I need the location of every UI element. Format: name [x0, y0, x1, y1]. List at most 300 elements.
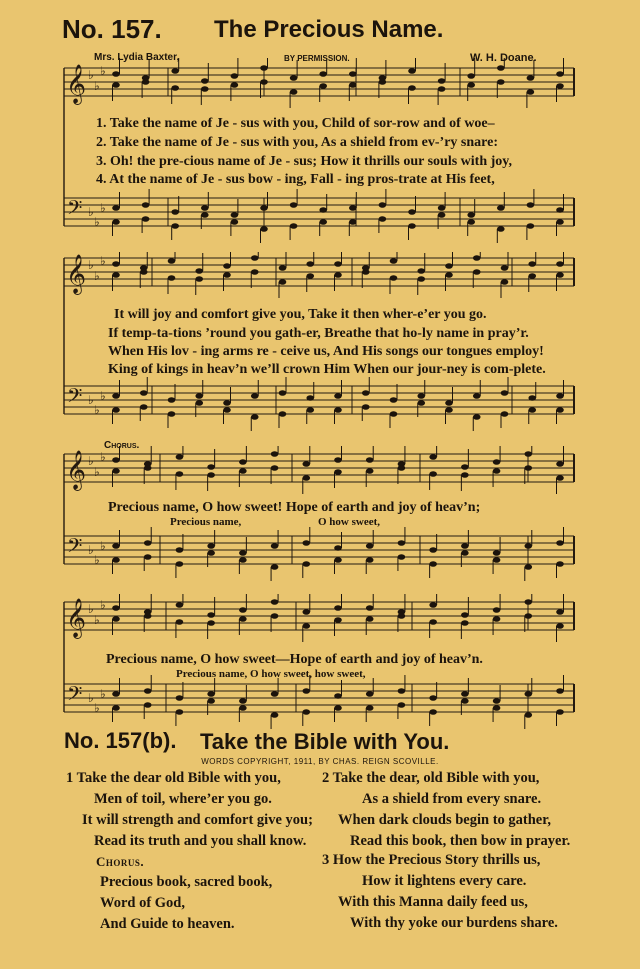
note-head: [556, 540, 564, 546]
note-head: [251, 393, 259, 399]
note-head: [366, 557, 374, 563]
note-head: [176, 709, 184, 715]
note-head: [528, 395, 536, 401]
note-head: [171, 68, 179, 74]
note-head: [260, 65, 268, 71]
note-head: [501, 411, 509, 417]
composer-credit: W. H. Doane.: [470, 52, 537, 64]
note-head: [334, 393, 342, 399]
note-head: [207, 543, 215, 549]
verse-4-line-2: King of kings in heav’n we’ll crown Him When our jour-ney is com-plete.: [108, 362, 546, 377]
note-head: [556, 393, 564, 399]
note-head: [493, 459, 501, 465]
note-head: [527, 75, 535, 81]
verse-line: With this Manna daily feed us,: [338, 894, 528, 910]
note-head: [366, 468, 374, 474]
treble-clef-icon: 𝄞: [66, 450, 87, 490]
note-head: [473, 269, 481, 275]
verse-line: Read this book, then bow in prayer.: [350, 833, 571, 849]
note-head: [408, 85, 416, 91]
note-head: [319, 219, 327, 225]
note-head: [528, 273, 536, 279]
note-head: [527, 223, 535, 229]
note-head: [207, 691, 215, 697]
note-head: [223, 272, 231, 278]
note-head: [493, 705, 501, 711]
note-head: [429, 619, 437, 625]
note-head: [527, 89, 535, 95]
note-head: [239, 557, 247, 563]
chorus-line-1: Precious name, O how sweet! Hope of earth and joy of heav’n;: [108, 500, 481, 515]
note-head: [438, 205, 446, 211]
note-head: [112, 543, 120, 549]
note-head: [398, 465, 406, 471]
copyright-note: WORDS COPYRIGHT, 1911, BY CHAS. REIGN SCOVILLE.: [201, 757, 439, 766]
flat-icon: ♭: [94, 613, 100, 627]
note-head: [362, 404, 370, 410]
verse-line: Men of toil, where’er you go.: [94, 791, 272, 807]
note-head: [176, 561, 184, 567]
note-head: [207, 464, 215, 470]
note-head: [112, 219, 120, 225]
flat-icon: ♭: [88, 454, 94, 468]
note-head: [271, 451, 279, 457]
verse-3-line-2: When His lov - ing arms re - ceive us, And His songs our tongues employ!: [108, 344, 544, 359]
note-head: [176, 602, 184, 608]
flat-icon: ♭: [94, 701, 100, 715]
note-head: [366, 691, 374, 697]
note-head: [417, 400, 425, 406]
note-head: [366, 605, 374, 611]
chorus-line: Word of God,: [100, 895, 185, 911]
note-head: [334, 693, 342, 699]
note-head: [176, 619, 184, 625]
note-head: [201, 212, 209, 218]
note-head: [239, 607, 247, 613]
note-head: [398, 540, 406, 546]
note-head: [271, 691, 279, 697]
flat-icon: ♭: [100, 598, 106, 612]
note-head: [524, 451, 532, 457]
verse-2-line-2: If temp-ta-tions ’round you gath-er, Breathe that ho-ly name in pray’r.: [108, 326, 529, 341]
note-head: [429, 547, 437, 553]
note-head: [379, 216, 387, 222]
note-head: [302, 475, 310, 481]
note-head: [195, 400, 203, 406]
note-head: [112, 468, 120, 474]
bass-clef-icon: 𝄢: [67, 384, 83, 412]
note-head: [524, 613, 532, 619]
note-head: [207, 698, 215, 704]
note-head: [319, 71, 327, 77]
note-head: [260, 226, 268, 232]
note-head: [319, 83, 327, 89]
note-head: [556, 609, 564, 615]
permission-note: BY PERMISSION.: [284, 54, 350, 63]
note-head: [112, 393, 120, 399]
note-head: [302, 709, 310, 715]
note-head: [302, 540, 310, 546]
note-head: [251, 269, 259, 275]
note-head: [501, 279, 509, 285]
note-head: [334, 272, 342, 278]
note-head: [144, 702, 152, 708]
note-head: [467, 73, 475, 79]
note-head: [473, 255, 481, 261]
note-head: [334, 407, 342, 413]
flat-icon: ♭: [94, 553, 100, 567]
chorus-line: Precious book, sacred book,: [100, 874, 273, 890]
bass-clef-icon: 𝄢: [67, 534, 83, 562]
note-head: [223, 400, 231, 406]
note-head: [473, 393, 481, 399]
note-head: [176, 471, 184, 477]
verse-line: When dark clouds begin to gather,: [338, 812, 551, 828]
note-head: [524, 599, 532, 605]
note-head: [527, 202, 535, 208]
treble-clef-icon: 𝄞: [66, 64, 87, 104]
note-head: [524, 712, 532, 718]
note-head: [556, 261, 564, 267]
bass-clef-icon: 𝄢: [67, 196, 83, 224]
note-head: [144, 688, 152, 694]
flat-icon: ♭: [100, 687, 106, 701]
note-head: [231, 219, 239, 225]
chorus-line-2: Precious name, O how sweet—Hope of earth and joy of heav’n.: [106, 652, 483, 667]
note-head: [319, 207, 327, 213]
note-head: [306, 407, 314, 413]
note-head: [334, 705, 342, 711]
note-head: [112, 407, 120, 413]
note-head: [207, 550, 215, 556]
note-head: [142, 79, 150, 85]
chorus-label: Chorus.: [104, 440, 140, 451]
flat-icon: ♭: [88, 691, 94, 705]
note-head: [497, 226, 505, 232]
note-head: [445, 263, 453, 269]
note-head: [195, 268, 203, 274]
note-head: [467, 82, 475, 88]
note-head: [493, 607, 501, 613]
flat-icon: ♭: [88, 258, 94, 272]
note-head: [408, 223, 416, 229]
note-head: [168, 411, 176, 417]
flat-icon: ♭: [94, 269, 100, 283]
chorus-bass-1b: O how sweet,: [318, 516, 381, 528]
note-head: [223, 263, 231, 269]
note-head: [429, 602, 437, 608]
note-head: [379, 202, 387, 208]
note-head: [142, 216, 150, 222]
note-head: [524, 465, 532, 471]
note-head: [251, 255, 259, 261]
note-head: [473, 414, 481, 420]
note-head: [417, 268, 425, 274]
note-head: [239, 698, 247, 704]
note-head: [349, 205, 357, 211]
note-head: [207, 472, 215, 478]
note-head: [231, 73, 239, 79]
note-head: [556, 709, 564, 715]
note-head: [398, 702, 406, 708]
hymn-title: The Precious Name.: [214, 16, 444, 43]
note-head: [176, 547, 184, 553]
note-head: [467, 212, 475, 218]
note-head: [279, 279, 287, 285]
flat-icon: ♭: [88, 68, 94, 82]
note-head: [379, 79, 387, 85]
note-head: [290, 89, 298, 95]
note-head: [201, 78, 209, 84]
note-head: [524, 691, 532, 697]
note-head: [223, 407, 231, 413]
note-head: [362, 269, 370, 275]
note-head: [112, 616, 120, 622]
note-head: [231, 82, 239, 88]
note-head: [171, 209, 179, 215]
note-head: [271, 564, 279, 570]
verse-1-line-2: It will joy and comfort give you, Take it then wher-e’er you go.: [114, 307, 487, 322]
treble-clef-icon: 𝄞: [66, 254, 87, 294]
note-head: [271, 543, 279, 549]
note-head: [461, 472, 469, 478]
note-head: [390, 411, 398, 417]
note-head: [271, 465, 279, 471]
note-head: [176, 695, 184, 701]
note-head: [429, 561, 437, 567]
note-head: [501, 390, 509, 396]
note-head: [168, 397, 176, 403]
treble-staff: [64, 602, 574, 630]
note-head: [112, 605, 120, 611]
note-head: [140, 404, 148, 410]
note-head: [260, 205, 268, 211]
note-head: [112, 82, 120, 88]
flat-icon: ♭: [94, 465, 100, 479]
chorus-line: And Guide to heaven.: [100, 916, 235, 932]
flat-icon: ♭: [100, 201, 106, 215]
note-head: [306, 273, 314, 279]
note-head: [398, 613, 406, 619]
note-head: [144, 540, 152, 546]
note-head: [417, 393, 425, 399]
note-head: [201, 86, 209, 92]
verse-line: It will strength and comfort give you;: [82, 812, 313, 828]
note-head: [112, 261, 120, 267]
note-head: [501, 265, 509, 271]
note-head: [239, 616, 247, 622]
note-head: [140, 390, 148, 396]
note-head: [362, 390, 370, 396]
note-head: [112, 691, 120, 697]
note-head: [302, 561, 310, 567]
note-head: [302, 623, 310, 629]
note-head: [398, 688, 406, 694]
poem-chorus: [100, 872, 272, 935]
note-head: [112, 457, 120, 463]
note-head: [390, 275, 398, 281]
note-head: [528, 261, 536, 267]
note-head: [176, 454, 184, 460]
note-head: [438, 86, 446, 92]
note-head: [429, 471, 437, 477]
note-head: [556, 219, 564, 225]
note-head: [334, 545, 342, 551]
note-head: [302, 688, 310, 694]
note-head: [461, 550, 469, 556]
note-head: [493, 550, 501, 556]
note-head: [556, 71, 564, 77]
note-head: [461, 620, 469, 626]
note-head: [556, 461, 564, 467]
note-head: [334, 605, 342, 611]
note-head: [408, 209, 416, 215]
note-head: [461, 612, 469, 618]
note-head: [260, 79, 268, 85]
flat-icon: ♭: [100, 254, 106, 268]
flat-icon: ♭: [100, 450, 106, 464]
note-head: [528, 407, 536, 413]
flat-icon: ♭: [88, 205, 94, 219]
note-head: [349, 71, 357, 77]
chorus-bass-1a: Precious name,: [170, 516, 242, 528]
note-head: [144, 554, 152, 560]
chorus-bass-2: Precious name, O how sweet, how sweet,: [176, 668, 366, 680]
note-head: [112, 705, 120, 711]
note-head: [556, 561, 564, 567]
note-head: [290, 223, 298, 229]
note-head: [493, 616, 501, 622]
treble-clef-icon: 𝄞: [66, 598, 87, 638]
note-head: [429, 709, 437, 715]
note-head: [201, 205, 209, 211]
note-head: [334, 261, 342, 267]
note-head: [556, 272, 564, 278]
note-head: [195, 393, 203, 399]
note-head: [334, 457, 342, 463]
note-head: [279, 265, 287, 271]
poem-verse-1: [66, 768, 313, 852]
verse-line: As a shield from every snare.: [362, 791, 542, 807]
note-head: [445, 400, 453, 406]
note-head: [207, 620, 215, 626]
note-head: [334, 469, 342, 475]
note-head: [279, 411, 287, 417]
note-head: [461, 464, 469, 470]
note-head: [398, 554, 406, 560]
note-head: [556, 207, 564, 213]
note-head: [140, 269, 148, 275]
note-head: [497, 79, 505, 85]
flat-icon: ♭: [100, 389, 106, 403]
note-head: [195, 276, 203, 282]
note-head: [556, 623, 564, 629]
note-head: [366, 616, 374, 622]
note-head: [112, 71, 120, 77]
note-head: [445, 272, 453, 278]
note-head: [168, 258, 176, 264]
verse-2-line-1: 2. Take the name of Je - sus with you, As a shield from ev-’ry snare:: [96, 135, 498, 150]
note-head: [366, 457, 374, 463]
flat-icon: ♭: [100, 64, 106, 78]
note-head: [461, 691, 469, 697]
note-head: [445, 407, 453, 413]
flat-icon: ♭: [94, 403, 100, 417]
verse-line: 3 How the Precious Story thrills us,: [322, 852, 541, 868]
flat-icon: ♭: [88, 543, 94, 557]
note-head: [239, 468, 247, 474]
note-head: [334, 617, 342, 623]
note-head: [231, 212, 239, 218]
author-credit: Mrs. Lydia Baxter,: [94, 52, 180, 63]
note-head: [429, 695, 437, 701]
flat-icon: ♭: [100, 539, 106, 553]
note-head: [251, 414, 259, 420]
note-head: [279, 390, 287, 396]
note-head: [112, 557, 120, 563]
verse-4-line-1: 4. At the name of Je - sus bow - ing, Fall - ing pros-trate at His feet,: [96, 172, 495, 187]
note-head: [271, 613, 279, 619]
note-head: [366, 543, 374, 549]
verse-3-line-1: 3. Oh! the pre-cious name of Je - sus; How it thrills our souls with joy,: [96, 154, 512, 169]
note-head: [168, 275, 176, 281]
note-head: [556, 475, 564, 481]
note-head: [390, 397, 398, 403]
note-head: [461, 698, 469, 704]
poem-chorus-label: Chorus.: [96, 854, 145, 869]
flat-icon: ♭: [88, 602, 94, 616]
verse-1-line-1: 1. Take the name of Je - sus with you, Child of sor-row and of woe–: [96, 116, 495, 131]
note-head: [390, 258, 398, 264]
note-head: [239, 705, 247, 711]
note-head: [290, 75, 298, 81]
note-head: [349, 219, 357, 225]
hymn-2-title: Take the Bible with You.: [200, 729, 450, 754]
flat-icon: ♭: [88, 393, 94, 407]
verse-line: 1 Take the dear old Bible with you,: [66, 770, 281, 786]
flat-icon: ♭: [94, 215, 100, 229]
note-head: [408, 68, 416, 74]
note-head: [306, 261, 314, 267]
note-head: [556, 83, 564, 89]
note-head: [417, 276, 425, 282]
poem-verse-3: [322, 850, 558, 934]
note-head: [438, 212, 446, 218]
note-head: [142, 202, 150, 208]
verse-line: With thy yoke our burdens share.: [350, 915, 558, 931]
flat-icon: ♭: [94, 79, 100, 93]
poem-verse-2: [322, 768, 570, 852]
note-head: [271, 712, 279, 718]
note-head: [493, 698, 501, 704]
note-head: [438, 78, 446, 84]
note-head: [349, 82, 357, 88]
note-head: [144, 465, 152, 471]
note-head: [524, 543, 532, 549]
note-head: [334, 557, 342, 563]
bass-clef-icon: 𝄢: [67, 682, 83, 710]
note-head: [302, 609, 310, 615]
note-head: [290, 202, 298, 208]
note-head: [467, 219, 475, 225]
note-head: [171, 85, 179, 91]
note-head: [112, 272, 120, 278]
treble-staff: [64, 454, 574, 482]
note-head: [239, 550, 247, 556]
verse-line: 2 Take the dear, old Bible with you,: [322, 770, 540, 786]
note-head: [493, 468, 501, 474]
note-head: [493, 557, 501, 563]
